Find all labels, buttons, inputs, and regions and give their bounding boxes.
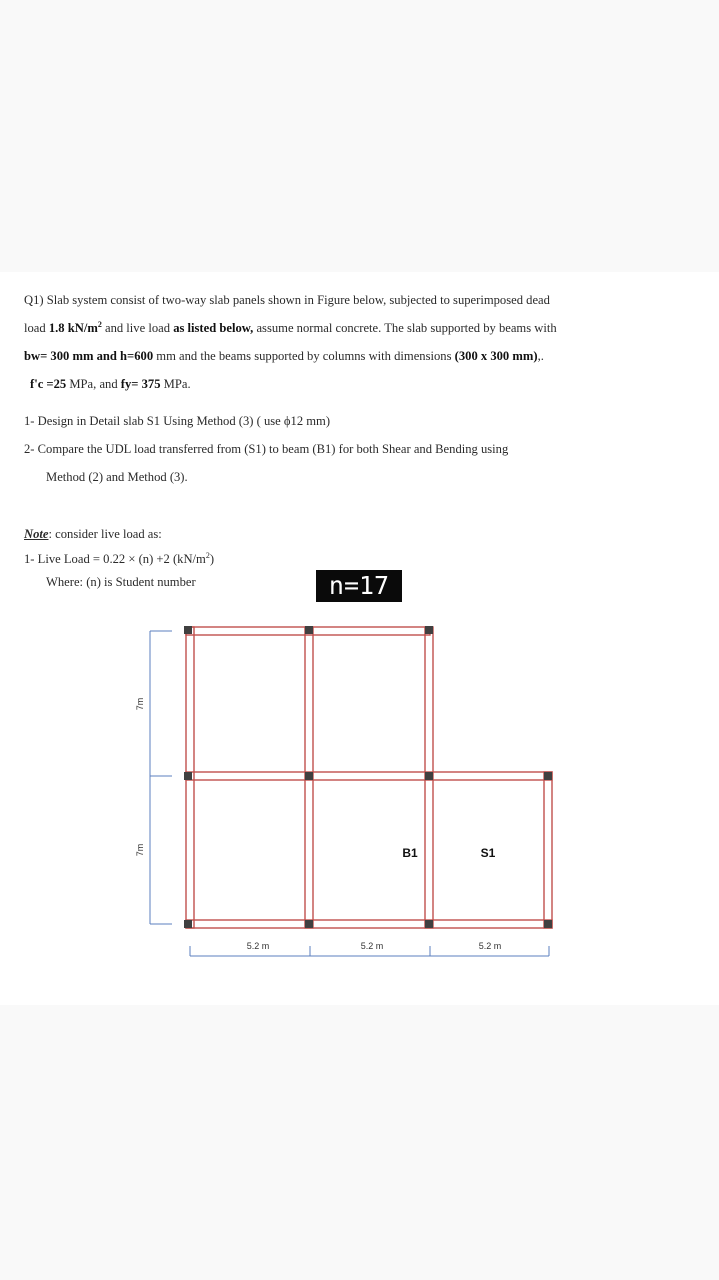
- beam-middle: [186, 772, 552, 780]
- vertical-dimension: [150, 631, 172, 924]
- dim-label-span-3: 5.2 m: [478, 941, 502, 951]
- column: [544, 920, 552, 928]
- dim-label-7m-bottom: 7m: [135, 843, 145, 857]
- question-line-3: bw= 300 mm and h=600 mm and the beams supported by columns with dimensions (300 x 300 mm),.: [24, 349, 544, 363]
- column: [184, 626, 192, 634]
- column: [425, 626, 433, 634]
- note-heading: Note: consider live load as:: [24, 527, 162, 541]
- column: [544, 772, 552, 780]
- beam-b1-label: B1: [402, 846, 418, 860]
- column: [305, 626, 313, 634]
- student-number-note: Where: (n) is Student number: [46, 575, 196, 589]
- column: [184, 920, 192, 928]
- question-line-2: load 1.8 $kN/m^2$ and live load as listed below, assume normal concrete. The slab supported by beams with: [24, 319, 557, 335]
- dim-label-7m-top: 7m: [135, 697, 145, 711]
- question-line-1: Q1) Slab system consist of two-way slab panels shown in Figure below, subjected to superimposed dead: [24, 293, 550, 307]
- dim-label-span-1: 5.2 m: [246, 941, 270, 951]
- slab-s1-label: S1: [480, 846, 496, 860]
- beam-right: [544, 772, 552, 928]
- question-line-4: f'c =25 MPa, and fy= 375 MPa.: [30, 377, 191, 391]
- student-number-box: n=17: [316, 570, 402, 602]
- task-1: 1- Design in Detail slab S1 Using Method (3) ( use ϕ12 mm): [24, 414, 331, 428]
- column: [425, 920, 433, 928]
- column: [305, 772, 313, 780]
- column: [184, 772, 192, 780]
- task-2: 2- Compare the UDL load transferred from (S1) to beam (B1) for both Shear and Bending using: [24, 442, 509, 456]
- task-2-continuation: Method (2) and Method (3).: [46, 470, 188, 484]
- beam-bottom: [186, 920, 552, 928]
- beams: [186, 627, 552, 928]
- live-load-formula: 1- Live Load = 0.22 × (n) +2 $(kN/m^2)$: [24, 550, 215, 566]
- columns: [184, 626, 552, 928]
- column: [305, 920, 313, 928]
- column: [425, 772, 433, 780]
- dim-label-span-2: 5.2 m: [360, 941, 384, 951]
